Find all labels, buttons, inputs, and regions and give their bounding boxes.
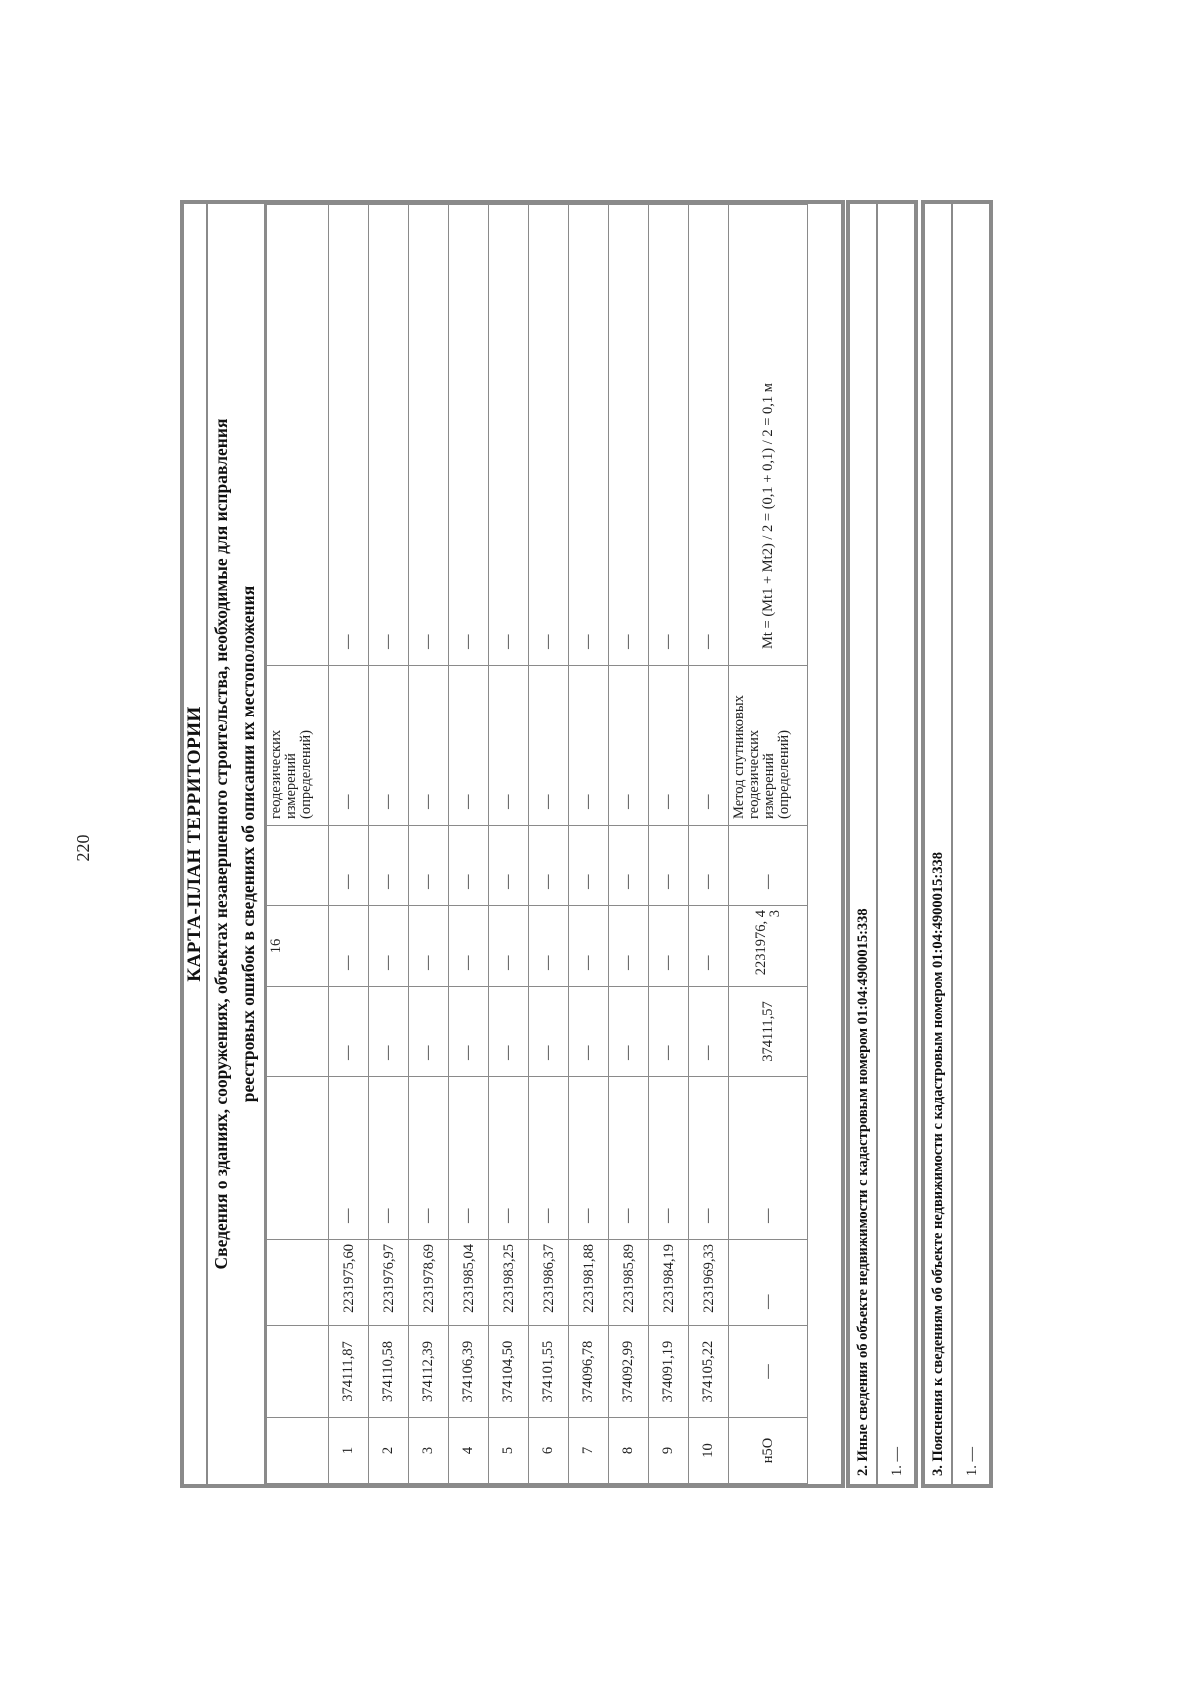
table-cell: —: [529, 987, 569, 1077]
table-cell: —: [649, 1077, 689, 1240]
y-coordinate: 2231985,04: [449, 1240, 489, 1326]
table-cell: —: [329, 826, 369, 906]
method-cell: Метод спутниковых геодезических измерений (определений): [729, 666, 808, 826]
table-cell: —: [529, 906, 569, 987]
table-row: [689, 205, 729, 1484]
table-cell: —: [689, 1077, 729, 1240]
table-cell: —: [449, 205, 489, 666]
table-cell: —: [489, 987, 529, 1077]
table-cell: —: [329, 1077, 369, 1240]
section-3-heading: 3. Пояснения к сведениям об объекте недвижимости с кадастровым номером 01:04:4900015:338: [925, 204, 953, 1484]
table-cell: —: [689, 205, 729, 666]
table-cell: —: [409, 1077, 449, 1240]
y-coordinate: 2231986,37: [529, 1240, 569, 1326]
table-row: [569, 205, 609, 1484]
x-coordinate: 374096,78: [569, 1326, 609, 1418]
table-row: [529, 205, 569, 1484]
point-number: 1: [329, 1418, 369, 1484]
table-cell: —: [449, 666, 489, 826]
table-cell: —: [329, 906, 369, 987]
table-cell: —: [609, 1077, 649, 1240]
document-subtitle: [208, 204, 266, 1484]
point-number: 6: [529, 1418, 569, 1484]
table-cell: —: [569, 666, 609, 826]
table-cell: —: [689, 987, 729, 1077]
table-row: [329, 205, 369, 1484]
page-number: 220: [73, 834, 93, 862]
point-number: 5: [489, 1418, 529, 1484]
header-cell: [267, 1418, 329, 1484]
table-cell: —: [489, 826, 529, 906]
section-3-item: 1. —: [963, 1447, 980, 1476]
table-cell: —: [569, 906, 609, 987]
table-cell: —: [489, 906, 529, 987]
y-coordinate: —: [729, 1240, 808, 1326]
header-cell: [267, 987, 329, 1077]
table-cell: —: [529, 666, 569, 826]
table-cell: —: [649, 205, 689, 666]
table-cell: —: [649, 666, 689, 826]
table-cell: —: [609, 205, 649, 666]
x-coordinate: 374091,19: [649, 1326, 689, 1418]
y-coordinate: 2231976,97: [369, 1240, 409, 1326]
table-cell: —: [369, 987, 409, 1077]
y-coordinate: 2231985,89: [609, 1240, 649, 1326]
subtitle-line-1: Сведения о зданиях, сооружениях, объектах незавершенного строительства, необходимые для исправления: [211, 418, 231, 1270]
table-cell: —: [529, 826, 569, 906]
main-table-frame: [180, 200, 845, 1488]
header-method-line: (определений): [298, 730, 314, 819]
section-2: [846, 200, 918, 1488]
x-coordinate: 374104,50: [489, 1326, 529, 1418]
table-cell: —: [569, 826, 609, 906]
table-cell: —: [489, 1077, 529, 1240]
x-coordinate: 374092,99: [609, 1326, 649, 1418]
table-cell: —: [449, 1077, 489, 1240]
point-number: 2: [369, 1418, 409, 1484]
header-cell: [267, 205, 329, 666]
table-cell: —: [369, 1077, 409, 1240]
table-cell: —: [409, 666, 449, 826]
rotated-document: [180, 200, 1030, 1488]
table-cell: —: [409, 987, 449, 1077]
table-cell: —: [369, 826, 409, 906]
header-col-16: 16: [267, 906, 329, 987]
header-method-line: измерений: [283, 753, 299, 819]
coordinates-table: [266, 204, 808, 1484]
document-title: КАРТА-ПЛАН ТЕРРИТОРИИ: [184, 204, 208, 1484]
point-number: 9: [649, 1418, 689, 1484]
x-coordinate: 374111,87: [329, 1326, 369, 1418]
y-coordinate: 2231981,88: [569, 1240, 609, 1326]
table-cell: —: [609, 906, 649, 987]
table-cell: —: [569, 205, 609, 666]
point-number: н5О: [729, 1418, 808, 1484]
x-coordinate: 374105,22: [689, 1326, 729, 1418]
header-cell: [267, 1326, 329, 1418]
header-method-line: геодезических: [268, 729, 284, 819]
table-cell: —: [409, 826, 449, 906]
table-cell: —: [609, 666, 649, 826]
table-row: [489, 205, 529, 1484]
table-cell: —: [569, 1077, 609, 1240]
x-coordinate: 374101,55: [529, 1326, 569, 1418]
table-cell: —: [329, 666, 369, 826]
header-method-continuation: [267, 666, 329, 826]
subtitle-line-2: реестровых ошибок в сведениях об описании их местоположения: [238, 585, 258, 1103]
point-number: 8: [609, 1418, 649, 1484]
table-cell: —: [689, 826, 729, 906]
x-coordinate: —: [729, 1326, 808, 1418]
table-cell: —: [649, 987, 689, 1077]
table-cell: —: [529, 205, 569, 666]
table-row: [409, 205, 449, 1484]
table-header-row: [267, 205, 329, 1484]
table-cell: —: [689, 666, 729, 826]
y-coordinate: 2231975,60: [329, 1240, 369, 1326]
table-cell: —: [689, 906, 729, 987]
header-cell: [267, 1077, 329, 1240]
table-cell: —: [489, 205, 529, 666]
table-cell: —: [529, 1077, 569, 1240]
table-row: [609, 205, 649, 1484]
table-cell: —: [369, 205, 409, 666]
y-coordinate: 2231969,33: [689, 1240, 729, 1326]
section-2-heading: 2. Иные сведения об объекте недвижимости с кадастровым номером 01:04:4900015:338: [850, 204, 878, 1484]
point-number: 7: [569, 1418, 609, 1484]
accuracy-formula: Mt = (Mt1 + Mt2) / 2 = (0,1 + 0,1) / 2 = 0,1 м: [729, 205, 808, 666]
x-coordinate-new: 374111,57: [729, 987, 808, 1077]
x-coordinate: 374110,58: [369, 1326, 409, 1418]
table-cell: —: [329, 987, 369, 1077]
table-cell: —: [449, 906, 489, 987]
y-coordinate: 2231984,19: [649, 1240, 689, 1326]
table-cell: —: [369, 666, 409, 826]
table-cell: —: [409, 205, 449, 666]
section-2-item: 1. —: [888, 1447, 905, 1476]
point-number: 10: [689, 1418, 729, 1484]
table-cell: —: [449, 987, 489, 1077]
header-cell: [267, 1240, 329, 1326]
y-coordinate: 2231983,25: [489, 1240, 529, 1326]
table-cell: —: [569, 987, 609, 1077]
table-row: [649, 205, 689, 1484]
table-cell: —: [729, 826, 808, 906]
table-cell: —: [369, 906, 409, 987]
header-cell: [267, 826, 329, 906]
x-coordinate: 374112,39: [409, 1326, 449, 1418]
table-cell: —: [729, 1077, 808, 1240]
point-number: 4: [449, 1418, 489, 1484]
table-cell: —: [609, 826, 649, 906]
table-cell: —: [409, 906, 449, 987]
table-row: [369, 205, 409, 1484]
x-coordinate: 374106,39: [449, 1326, 489, 1418]
section-3: [921, 200, 993, 1488]
point-number: 3: [409, 1418, 449, 1484]
table-row-n5o: [729, 205, 808, 1484]
y-coordinate-new: 2231976, 43: [729, 906, 808, 987]
table-cell: —: [649, 826, 689, 906]
table-cell: —: [649, 906, 689, 987]
table-cell: —: [329, 205, 369, 666]
table-cell: —: [609, 987, 649, 1077]
y-coordinate: 2231978,69: [409, 1240, 449, 1326]
table-cell: —: [489, 666, 529, 826]
table-row: [449, 205, 489, 1484]
table-cell: —: [449, 826, 489, 906]
